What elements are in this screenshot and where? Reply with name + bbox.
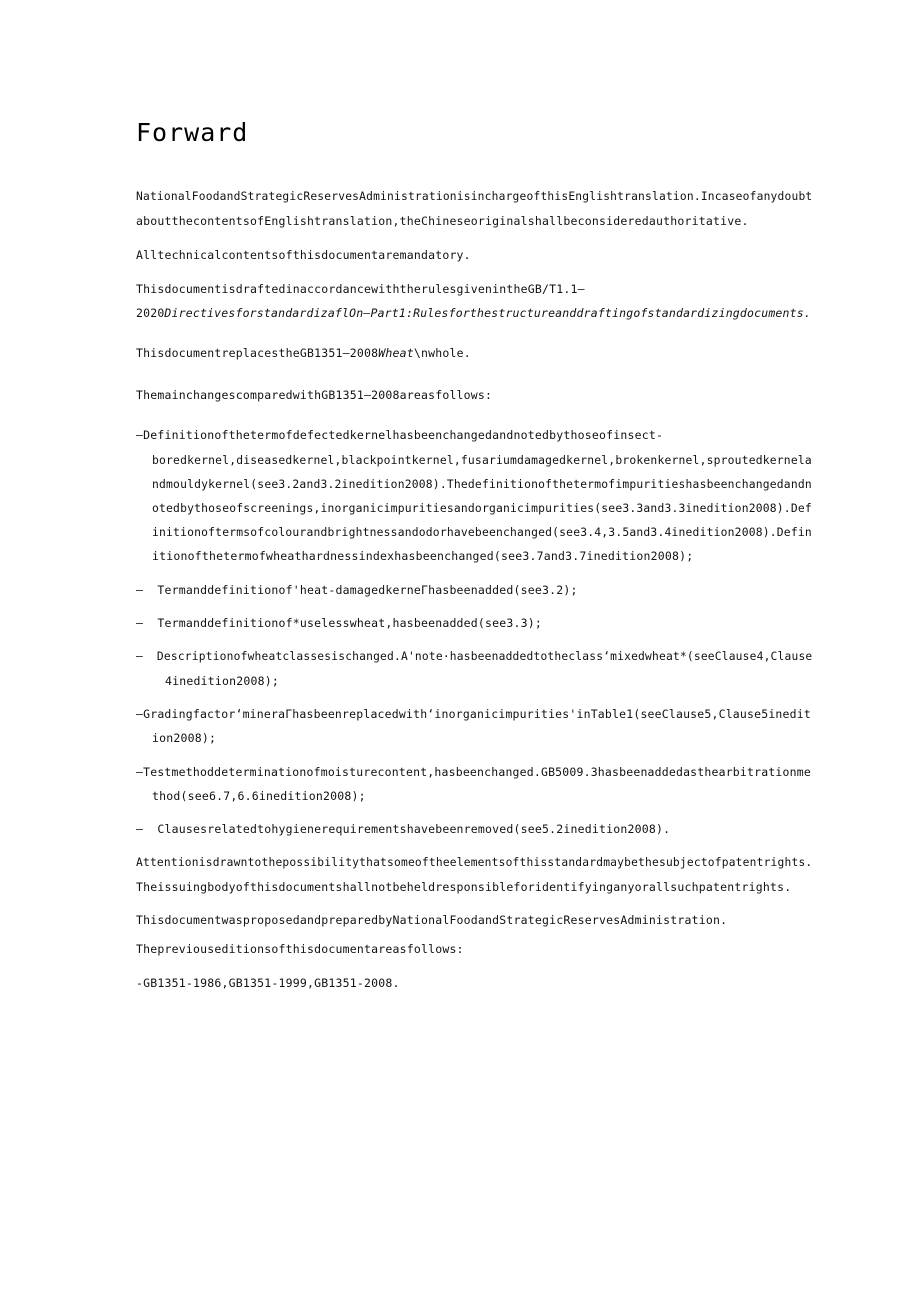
replacement-tail: \nwhole. xyxy=(413,346,471,360)
change-1-line-6: itionofthetermofwheathardnessindexhasbeenchanged(see3.7and3.7inedition2008); xyxy=(152,549,694,563)
patent-line-2: Theissuingbodyofthisdocumentshallnotbeheldresponsibleforidentifyinganyorallsuchpatentrights. xyxy=(136,880,792,894)
change-1-line-2: boredkernel,diseasedkernel,blackpointkernel,fusariumdamagedkernel,brokenkernel,sproutedkernela xyxy=(152,453,812,467)
patent-line-1: Attentionisdrawntothepossibilitythatsomeoftheelementsofthisstandardmaybethesubjectofpatentrights. xyxy=(136,856,813,869)
proposal-statement: ThisdocumentwasproposedandpreparedbyNationalFoodandStrategicReservesAdministration. xyxy=(136,913,728,927)
change-4-line-1: — Descriptionofwheatclassesischanged.A'note·hasbeenaddedtotheclass‘mixedwheat*(seeClause4,Clause xyxy=(136,650,813,663)
drafting-line-1: ThisdocumentisdraftedinaccordancewiththerulesgivenintheGB/T1.1— xyxy=(136,282,585,296)
drafting-line-2 xyxy=(136,306,811,320)
previous-editions-intro: Thepreviouseditionsofthisdocumentareasfollows: xyxy=(136,942,464,956)
change-1-line-4: otedbythoseofscreenings,inorganicimpuritiesandorganicimpurities(see3.3and3.3inedition2008).Def xyxy=(152,501,812,515)
drafting-year: 2020 xyxy=(136,306,165,320)
intro-line-1: NationalFoodandStrategicReservesAdministrationisinchargeofthisEnglishtranslation.Incaseofanydoubt xyxy=(136,190,813,203)
change-1-line-1: —Definitionofthetermofdefectedkernelhasbeenchangedandnotedbythoseofinsect- xyxy=(136,428,664,442)
previous-editions-list: -GB1351-1986,GB1351-1999,GB1351-2008. xyxy=(136,976,400,990)
change-5-line-2: ion2008); xyxy=(152,731,217,745)
change-6-line-1: —Testmethoddeterminationofmoisturecontent,hasbeenchanged.GB5009.3hasbeenaddedasthearbitrationme xyxy=(136,765,811,779)
mandatory-statement: Alltechnicalcontentsofthisdocumentaremandatory. xyxy=(136,248,471,262)
intro-line-2: aboutthecontentsofEnglishtranslation,theChineseoriginalshallbeconsideredauthoritative. xyxy=(136,214,749,228)
change-3: — Termanddefinitionof*uselesswheat,hasbeenadded(see3.3); xyxy=(136,616,543,630)
change-1-line-3: ndmouldykernel(see3.2and3.2inedition2008).Thedefinitionofthetermofimpuritieshasbeenchangedandn xyxy=(152,477,812,491)
change-4-line-2: 4inedition2008); xyxy=(165,674,279,688)
replacement-statement xyxy=(136,346,471,360)
replacement-text: ThisdocumentreplacestheGB1351—2008 xyxy=(136,346,379,360)
directives-title: DirectivesforstandardizaflOn—Part1:Rulesforthestructureanddraftingofstandardizingdocuments. xyxy=(164,306,811,320)
change-7: — Clausesrelatedtohygienerequirementshavebeenremoved(see5.2inedition2008). xyxy=(136,822,671,836)
change-5-line-1: —Gradingfactor‘mineraΓhasbeenreplacedwith‘inorganicimpurities'inTable1(seeClause5,Clause5inedit xyxy=(136,707,811,721)
change-6-line-2: thod(see6.7,6.6inedition2008); xyxy=(152,789,366,803)
change-1-line-5: initionoftermsofcolourandbrightnessandodorhavebeenchanged(see3.4,3.5and3.4inedition2008).Defin xyxy=(152,525,812,539)
page-title: Forward xyxy=(136,118,249,147)
replaced-standard-title: Wheat xyxy=(378,346,414,360)
change-2: — Termanddefinitionof'heat-damagedkerneΓhasbeenadded(see3.2); xyxy=(136,583,578,597)
changes-intro: ThemainchangescomparedwithGB1351—2008areasfollows: xyxy=(136,388,493,402)
